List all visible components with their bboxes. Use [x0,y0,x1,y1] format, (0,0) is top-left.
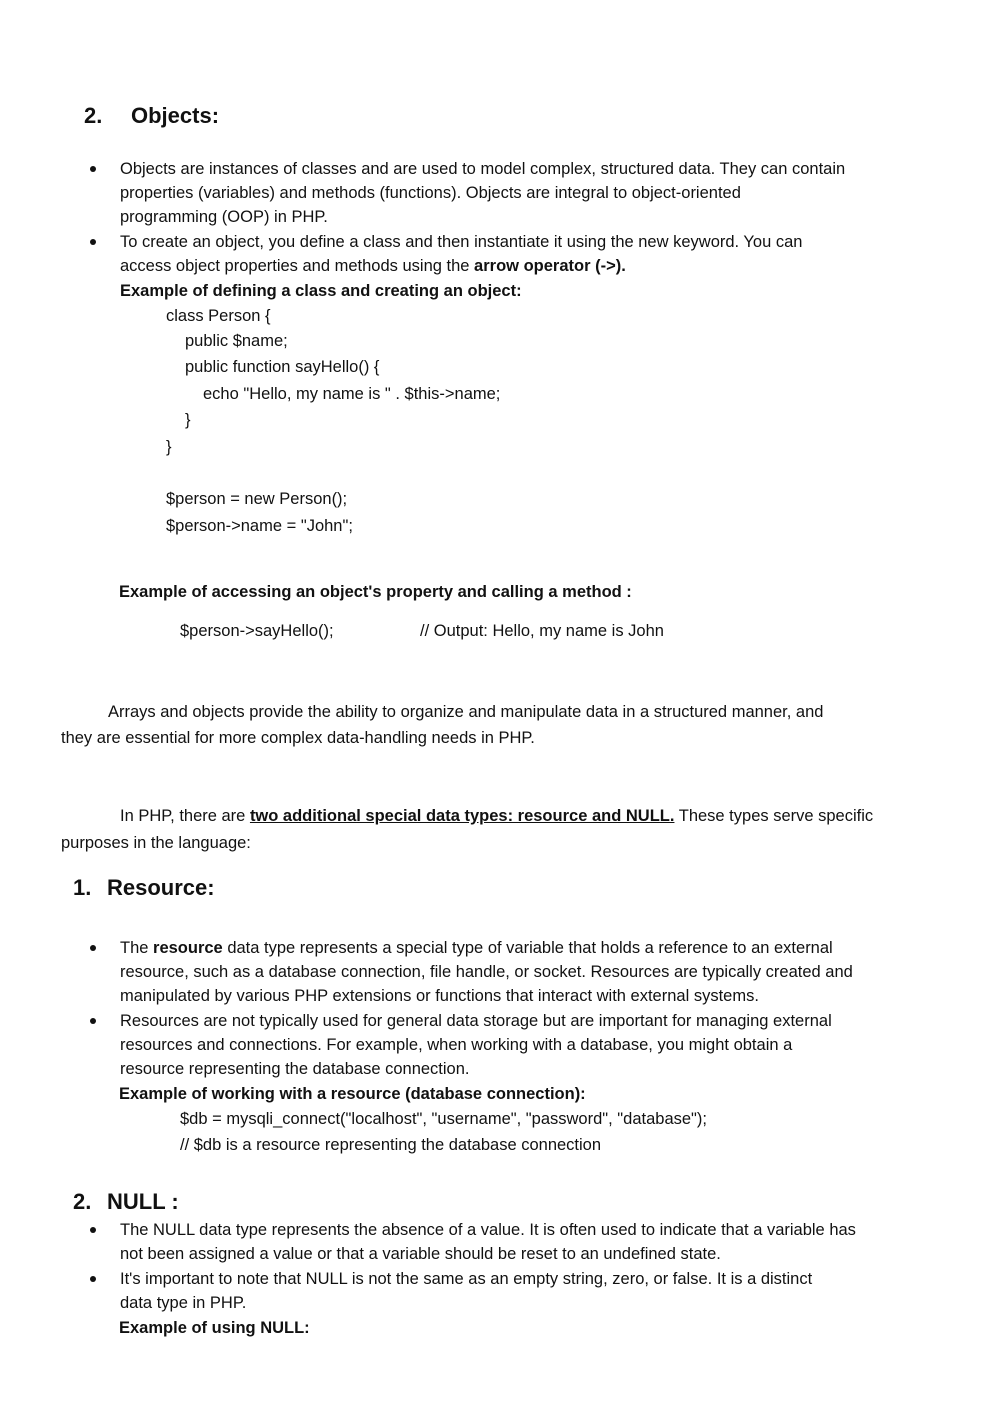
intro-line2: purposes in the language: [61,834,251,852]
code-line: class Person { [166,307,271,325]
intro-emphasis: two additional special data types: resource and NULL. [249,807,675,825]
objects-section-number: 2. [84,103,103,128]
null-section-heading: NULL : [107,1189,179,1214]
objects-bullet2-line2 [120,254,626,278]
objects-bullet1-line3: programming (OOP) in PHP. [120,208,328,226]
summary-line2: they are essential for more complex data-handling needs in PHP. [61,729,535,747]
example-null-title: Example of using NULL: [119,1319,310,1337]
resource-section-number: 1. [73,875,92,900]
objects-bullet2-line2-text: access object properties and methods using the [120,257,475,275]
null-bullet2-line1: It's important to note that NULL is not the same as an empty string, zero, or false. It is a distinct [120,1270,813,1288]
resource-bullet2-line3: resource representing the database connection. [120,1060,470,1078]
null-bullet2-line2: data type in PHP. [120,1294,247,1312]
example-access-property-title: Example of accessing an object's property and calling a method : [119,583,632,601]
bullet-icon [90,1018,96,1024]
code-line: echo "Hello, my name is " . $this->name; [203,385,501,403]
code-line: public function sayHello() { [185,358,380,376]
summary-line1: Arrays and objects provide the ability to organize and manipulate data in a structured manner, and [108,703,824,721]
example-resource-title: Example of working with a resource (database connection): [119,1085,586,1103]
resource-bullet1-line1 [120,936,833,960]
intro-line1-post: These types serve specific [674,807,874,825]
null-bullet1-line1: The NULL data type represents the absence of a value. It is often used to indicate that a variable has [120,1221,856,1239]
null-section-number: 2. [73,1189,92,1214]
objects-bullet1-line2: properties (variables) and methods (functions). Objects are integral to object-oriented [120,184,741,202]
intro-line1-pre: In PHP, there are [120,807,250,825]
resource-term: resource [153,939,223,957]
resource-section-heading: Resource: [107,875,215,900]
objects-bullet2-line1: To create an object, you define a class and then instantiate it using the new keyword. You can [120,233,803,251]
code-output-comment: // Output: Hello, my name is John [420,622,664,640]
resource-bullet2-line2: resources and connections. For example, when working with a database, you might obtain a [120,1036,793,1054]
code-line: } [166,438,172,456]
objects-section-heading: Objects: [131,103,220,128]
code-line: $person->name = "John"; [166,517,353,535]
resource-bullet1-line3: manipulated by various PHP extensions or functions that interact with external systems. [120,987,759,1005]
resource-bullet2-line1: Resources are not typically used for general data storage but are important for managing external [120,1012,832,1030]
code-line: public $name; [185,332,288,350]
code-line: } [185,411,191,429]
bullet-icon [90,239,96,245]
objects-bullet1-line1: Objects are instances of classes and are used to model complex, structured data. They can contain [120,160,846,178]
null-bullet1-line2: not been assigned a value or that a variable should be reset to an undefined state. [120,1245,721,1263]
resource-bullet1-pre: The [120,939,154,957]
bullet-icon [90,166,96,172]
code-call-sayhello: $person->sayHello(); [180,622,334,640]
resource-bullet1-line2: resource, such as a database connection, file handle, or socket. Resources are typically created and [120,963,853,981]
bullet-icon [90,945,96,951]
intro-line1 [120,804,873,828]
code-line: $person = new Person(); [166,490,348,508]
resource-bullet1-post: data type represents a special type of variable that holds a reference to an external [222,939,833,957]
code-line: $db = mysqli_connect("localhost", "username", "password", "database"); [180,1110,707,1128]
bullet-icon [90,1227,96,1233]
arrow-operator-term: arrow operator (->). [474,257,626,275]
code-line: // $db is a resource representing the database connection [180,1136,602,1154]
bullet-icon [90,1276,96,1282]
example-define-class-title: Example of defining a class and creating an object: [120,282,522,300]
